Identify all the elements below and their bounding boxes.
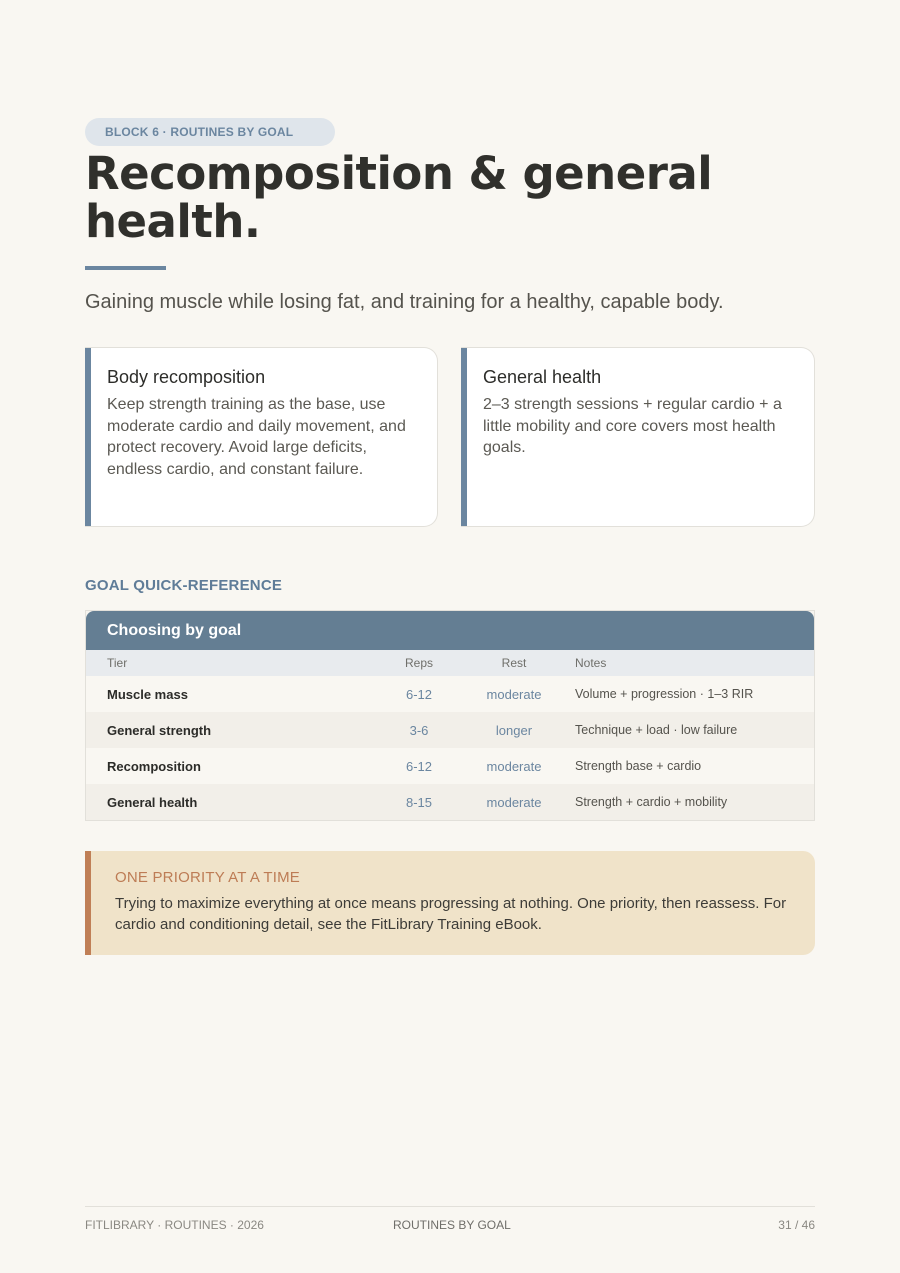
priority-callout xyxy=(85,851,815,955)
page-number: 31 / 46 xyxy=(778,1218,815,1232)
callout-title: ONE PRIORITY AT A TIME xyxy=(115,869,301,886)
column-header-rest: Rest xyxy=(469,650,559,676)
cell-rest: longer xyxy=(495,722,533,738)
column-header-tier: Tier xyxy=(86,650,369,676)
cell-tier: General health xyxy=(107,794,198,810)
column-header-notes: Notes xyxy=(559,650,814,676)
table-row xyxy=(86,784,814,820)
cell-tier: Recomposition xyxy=(107,758,201,774)
cell-rest: moderate xyxy=(486,758,542,774)
card-title: Body recomposition xyxy=(107,367,266,387)
card-body: 2–3 strength sessions + regular cardio + a little mobility and core covers most health goals. xyxy=(483,396,782,456)
table-row xyxy=(86,676,814,712)
table-header-row xyxy=(86,650,814,676)
table-row xyxy=(86,748,814,784)
footer-section: ROUTINES BY GOAL xyxy=(393,1218,511,1232)
cell-reps: 8-15 xyxy=(405,794,433,810)
cell-rest: moderate xyxy=(486,686,542,702)
cell-tier: General strength xyxy=(107,722,212,738)
page-title: Recomposition & general health. xyxy=(85,147,713,248)
cell-rest: moderate xyxy=(486,794,542,810)
table-row xyxy=(86,712,814,748)
callout-body: Trying to maximize everything at once means progressing at nothing. One priority, then reassess. For cardio and conditioning detail, see the FitLibrary Training eBook. xyxy=(115,895,787,933)
cell-reps: 6-12 xyxy=(405,758,433,774)
table-title: Choosing by goal xyxy=(86,611,814,650)
cell-reps: 3-6 xyxy=(409,722,429,738)
card-body-recomposition xyxy=(85,347,438,527)
section-badge: BLOCK 6 · ROUTINES BY GOAL xyxy=(85,118,335,146)
goal-table-grid xyxy=(86,650,814,820)
column-header-reps: Reps xyxy=(369,650,469,676)
cell-notes: Volume + progression · 1–3 RIR xyxy=(575,687,754,701)
cell-notes: Strength + cardio + mobility xyxy=(575,795,728,809)
cell-reps: 6-12 xyxy=(405,686,433,702)
card-general-health xyxy=(461,347,815,527)
cell-tier: Muscle mass xyxy=(107,686,188,702)
section-label: GOAL QUICK-REFERENCE xyxy=(85,577,283,594)
card-title: General health xyxy=(483,367,602,387)
card-body: Keep strength training as the base, use moderate cardio and daily movement, and protect recovery. Avoid large deficits, endless cardio, and constant failure. xyxy=(107,396,406,478)
cell-notes: Technique + load · low failure xyxy=(575,723,738,737)
cell-notes: Strength base + cardio xyxy=(575,759,702,773)
title-underline xyxy=(85,266,166,270)
footer-divider xyxy=(85,1206,815,1207)
footer-publication: FITLIBRARY · ROUTINES · 2026 xyxy=(85,1218,264,1232)
goal-table xyxy=(85,610,815,821)
page-subtitle: Gaining muscle while losing fat, and training for a healthy, capable body. xyxy=(85,291,724,313)
